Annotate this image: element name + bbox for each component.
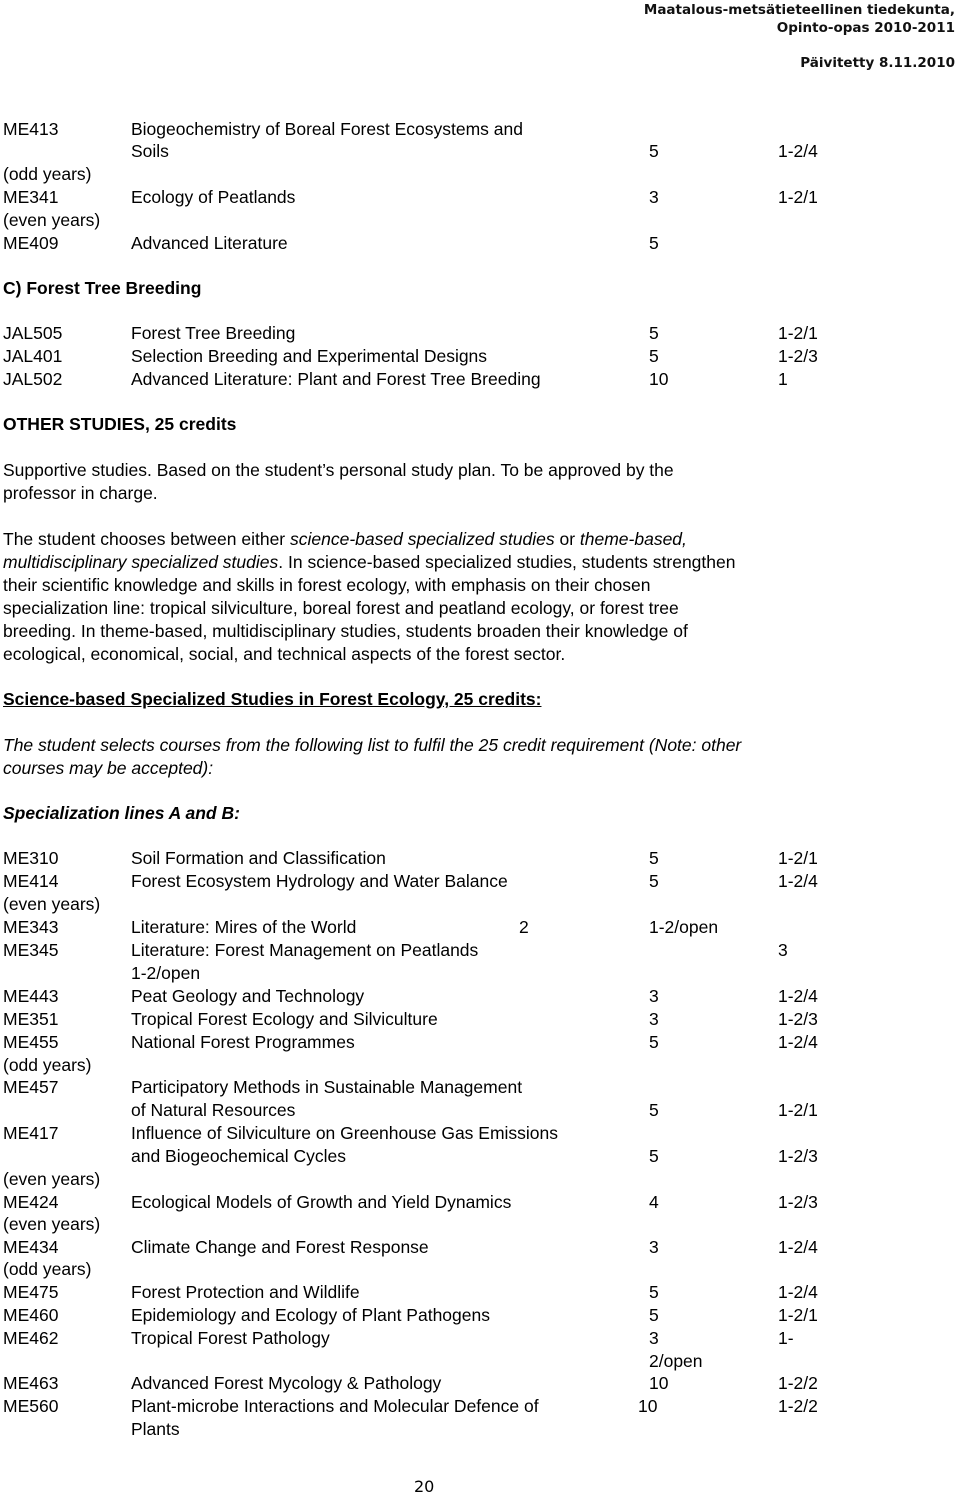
course-period: 1-2/4 (778, 871, 818, 891)
course-period: 1-2/4 (778, 1282, 818, 1302)
course-title: Advanced Literature: Plant and Forest Tree Breeding (131, 369, 541, 389)
course-code: ME351 (3, 1009, 59, 1029)
course-period: 1-2/3 (778, 346, 818, 366)
course-period: 1-2/2 (778, 1373, 818, 1393)
course-code: ME463 (3, 1373, 59, 1393)
paragraph-emphasis: multidisciplinary specialized studies (3, 552, 279, 572)
course-code: ME443 (3, 986, 59, 1006)
course-period: 1-2/3 (778, 1146, 818, 1166)
course-code: JAL502 (3, 369, 63, 389)
course-period: 1-2/3 (778, 1009, 818, 1029)
course-period: 1-2/4 (778, 1237, 818, 1257)
course-note: (odd years) (3, 1055, 92, 1075)
course-credits: 10 (649, 1373, 669, 1393)
course-code: ME457 (3, 1077, 59, 1097)
course-credits: 5 (649, 323, 659, 343)
course-title: Ecology of Peatlands (131, 187, 296, 207)
course-title: Advanced Literature (131, 233, 288, 253)
course-period: 2/open (649, 1351, 703, 1371)
course-period: 1-2/1 (778, 1305, 818, 1325)
course-credits: 3 (649, 1237, 659, 1257)
course-period: 1-2/open (649, 917, 719, 937)
course-title: Climate Change and Forest Response (131, 1237, 429, 1257)
course-code: ME341 (3, 187, 59, 207)
course-title: Literature: Forest Management on Peatlands (131, 940, 479, 960)
course-period: 1-2/4 (778, 1032, 818, 1052)
course-title: Literature: Mires of the World (131, 917, 357, 937)
course-credits: 5 (649, 1100, 659, 1120)
course-period: 1-2/3 (778, 1192, 818, 1212)
other-studies-heading: OTHER STUDIES, 25 credits (3, 414, 237, 434)
course-title: Ecological Models of Growth and Yield Dynamics (131, 1192, 512, 1212)
section-heading-c: C) Forest Tree Breeding (3, 278, 202, 298)
science-based-heading: Science-based Specialized Studies in Forest Ecology, 25 credits: (3, 689, 542, 709)
paragraph-line: breeding. In theme-based, multidisciplinary studies, students broaden their knowledge of (3, 621, 688, 641)
course-code: ME413 (3, 119, 59, 139)
course-note: (even years) (3, 210, 101, 230)
course-title: Forest Tree Breeding (131, 323, 296, 343)
course-title: and Biogeochemical Cycles (131, 1146, 346, 1166)
course-title: Soil Formation and Classification (131, 848, 386, 868)
course-credits: 3 (649, 187, 659, 207)
course-title: National Forest Programmes (131, 1032, 355, 1052)
updated-date: Päivitetty 8.11.2010 (800, 55, 955, 71)
paragraph-text: or (554, 529, 580, 549)
course-credits: 2 (519, 917, 529, 937)
course-code: ME434 (3, 1237, 59, 1257)
course-title: Participatory Methods in Sustainable Management (131, 1077, 523, 1097)
paragraph-line (3, 528, 687, 550)
course-code: ME414 (3, 871, 59, 891)
course-title: Plants (131, 1419, 180, 1439)
course-title: Epidemiology and Ecology of Plant Pathogens (131, 1305, 490, 1325)
course-credits: 3 (649, 986, 659, 1006)
course-code: ME345 (3, 940, 59, 960)
course-credits: 3 (649, 1328, 659, 1348)
course-period: 1 (778, 369, 788, 389)
course-title: Peat Geology and Technology (131, 986, 365, 1006)
course-credits: 5 (649, 233, 659, 253)
paragraph-text: . In science-based specialized studies, students strengthen (278, 552, 736, 572)
course-title: Advanced Forest Mycology & Pathology (131, 1373, 442, 1393)
supportive-text-line-1: Supportive studies. Based on the student’s personal study plan. To be approved by the (3, 460, 674, 480)
course-credits: 5 (649, 1146, 659, 1166)
course-credits: 3 (649, 1009, 659, 1029)
paragraph-line (3, 551, 735, 573)
course-credits: 3 (778, 940, 788, 960)
course-title: Influence of Silviculture on Greenhouse Gas Emissions (131, 1123, 559, 1143)
course-period: 1-2/open (131, 963, 201, 983)
guide-title-header: Opinto-opas 2010-2011 (776, 20, 955, 36)
course-credits: 10 (638, 1396, 658, 1416)
course-period: 1-2/1 (778, 323, 818, 343)
course-title: Forest Ecosystem Hydrology and Water Balance (131, 871, 508, 891)
course-credits: 5 (649, 848, 659, 868)
course-period: 1-2/1 (778, 848, 818, 868)
course-note: (even years) (3, 1214, 101, 1234)
course-period: 1-2/1 (778, 187, 818, 207)
course-title: Plant-microbe Interactions and Molecular Defence of (131, 1396, 539, 1416)
course-code: ME475 (3, 1282, 59, 1302)
course-code: ME417 (3, 1123, 59, 1143)
course-period: 1-2/4 (778, 986, 818, 1006)
course-period: 1- (778, 1328, 794, 1348)
course-credits: 5 (649, 1032, 659, 1052)
course-note: (even years) (3, 1169, 101, 1189)
supportive-text-line-2: professor in charge. (3, 483, 158, 503)
course-credits: 5 (649, 346, 659, 366)
course-credits: 5 (649, 871, 659, 891)
course-title: Tropical Forest Pathology (131, 1328, 330, 1348)
page-number: 20 (414, 1477, 435, 1496)
course-credits: 5 (649, 1305, 659, 1325)
course-code: ME460 (3, 1305, 59, 1325)
course-credits: 5 (649, 1282, 659, 1302)
paragraph-emphasis: theme-based, (579, 529, 687, 549)
course-credits: 10 (649, 369, 669, 389)
course-code: ME343 (3, 917, 59, 937)
course-period: 1-2/1 (778, 1100, 818, 1120)
course-note: (odd years) (3, 164, 92, 184)
course-period: 1-2/2 (778, 1396, 818, 1416)
course-title: Soils (131, 141, 169, 161)
course-title: Biogeochemistry of Boreal Forest Ecosystems and (131, 119, 523, 139)
course-selection-note-line-1: The student selects courses from the following list to fulfil the 25 credit requirement (Note: other (3, 735, 742, 755)
course-code: ME462 (3, 1328, 59, 1348)
specialization-heading: Specialization lines A and B: (3, 803, 240, 823)
course-code: ME560 (3, 1396, 59, 1416)
course-title: of Natural Resources (131, 1100, 296, 1120)
course-code: JAL505 (3, 323, 63, 343)
course-credits: 4 (649, 1192, 659, 1212)
paragraph-line: specialization line: tropical silviculture, boreal forest and peatland ecology, or forest tree (3, 598, 679, 618)
course-title: Forest Protection and Wildlife (131, 1282, 360, 1302)
course-credits: 5 (649, 141, 659, 161)
paragraph-line: ecological, economical, social, and technical aspects of the forest sector. (3, 644, 566, 664)
paragraph-emphasis: science-based specialized studies (290, 529, 555, 549)
course-title: Tropical Forest Ecology and Silviculture (131, 1009, 438, 1029)
course-period: 1-2/4 (778, 141, 818, 161)
course-code: JAL401 (3, 346, 63, 366)
faculty-header: Maatalous-metsätieteellinen tiedekunta, (643, 2, 955, 18)
course-title: Selection Breeding and Experimental Designs (131, 346, 488, 366)
course-code: ME310 (3, 848, 59, 868)
paragraph-line: their scientific knowledge and skills in forest ecology, with emphasis on their chosen (3, 575, 651, 595)
course-code: ME409 (3, 233, 59, 253)
paragraph-text: The student chooses between either (3, 529, 290, 549)
course-note: (even years) (3, 894, 101, 914)
course-selection-note-line-2: courses may be accepted): (3, 758, 214, 778)
course-code: ME424 (3, 1192, 59, 1212)
course-code: ME455 (3, 1032, 59, 1052)
course-note: (odd years) (3, 1259, 92, 1279)
